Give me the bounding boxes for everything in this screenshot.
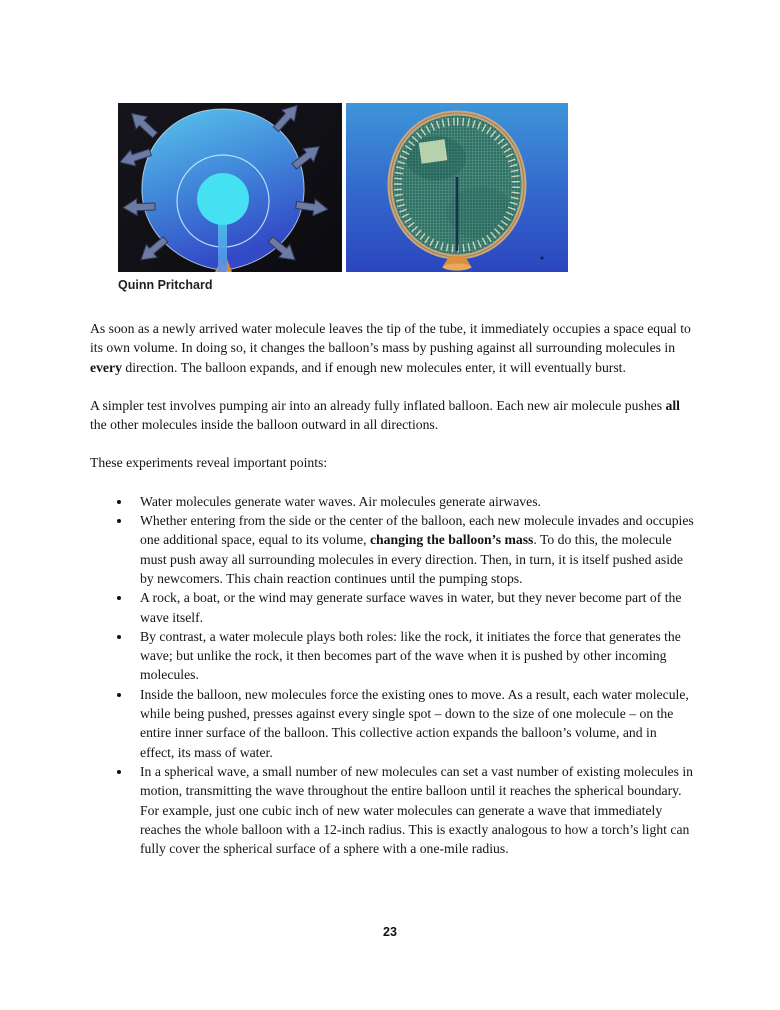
background-speck [541, 257, 544, 260]
paragraph: These experiments reveal important points: [90, 455, 328, 471]
list-item: Inside the balloon, new molecules force the existing ones to move. As a result, each water molecule, while being pushed, presses against every single spot – down to the size of one molecule – on the entire inner surface of the balloon. This collective action expands the balloon’s volume, and in effect, its mass of water. [140, 685, 694, 762]
center-molecule-glow [197, 173, 249, 225]
balloon-photo-image [346, 103, 568, 272]
list-item: Water molecules generate water waves. Air molecules generate airwaves. [140, 492, 694, 511]
paragraph: As soon as a newly arrived water molecule leaves the tip of the tube, it immediately occupies a space equal to its own volume. In doing so, it changes the balloon’s mass by pushing against all surrounding molecules in every direction. The balloon expands, and if enough new molecules enter, it will eventually burst. [90, 321, 691, 375]
balloon-diagram-image [118, 103, 342, 272]
paragraph: A simpler test involves pumping air into an already fully inflated balloon. Each new air molecule pushes all the other molecules inside the balloon outward in all directions. [90, 397, 680, 433]
bullet-list [90, 492, 694, 859]
list-item: By contrast, a water molecule plays both roles: like the rock, it initiates the force that generates the wave; but unlike the rock, it then becomes part of the wave when it is pushed by other incoming molecules. [140, 627, 694, 685]
balloon-photo-graphic [346, 103, 568, 272]
list-item: Whether entering from the side or the center of the balloon, each new molecule invades and occupies one additional space, equal to its volume, changing the balloon’s mass. To do this, the molecule must push away all surrounding molecules in every direction. Then, in turn, it is itself pushed aside by newcomers. This chain reaction continues until the pumping stops. [140, 511, 694, 588]
figure [118, 103, 568, 272]
page-number: 23 [383, 925, 397, 939]
balloon-knot-base [443, 264, 471, 271]
body-text [90, 319, 694, 858]
grid-highlight-patch [419, 139, 448, 163]
balloon-diagram-graphic [118, 103, 342, 272]
list-item: In a spherical wave, a small number of new molecules can set a vast number of existing molecules in motion, transmitting the wave throughout the entire balloon until it reaches the spherical boundary. For example, just one cubic inch of new water molecules can generate a wave that immediately reaches the whole balloon with a 12-inch radius. This is exactly analogous to how a torch’s light can fully cover the spherical surface of a sphere with a one-mile radius. [140, 762, 694, 858]
figure-caption: Quinn Pritchard [118, 278, 213, 292]
list-item: A rock, a boat, or the wind may generate surface waves in water, but they never become part of the wave itself. [140, 588, 694, 627]
